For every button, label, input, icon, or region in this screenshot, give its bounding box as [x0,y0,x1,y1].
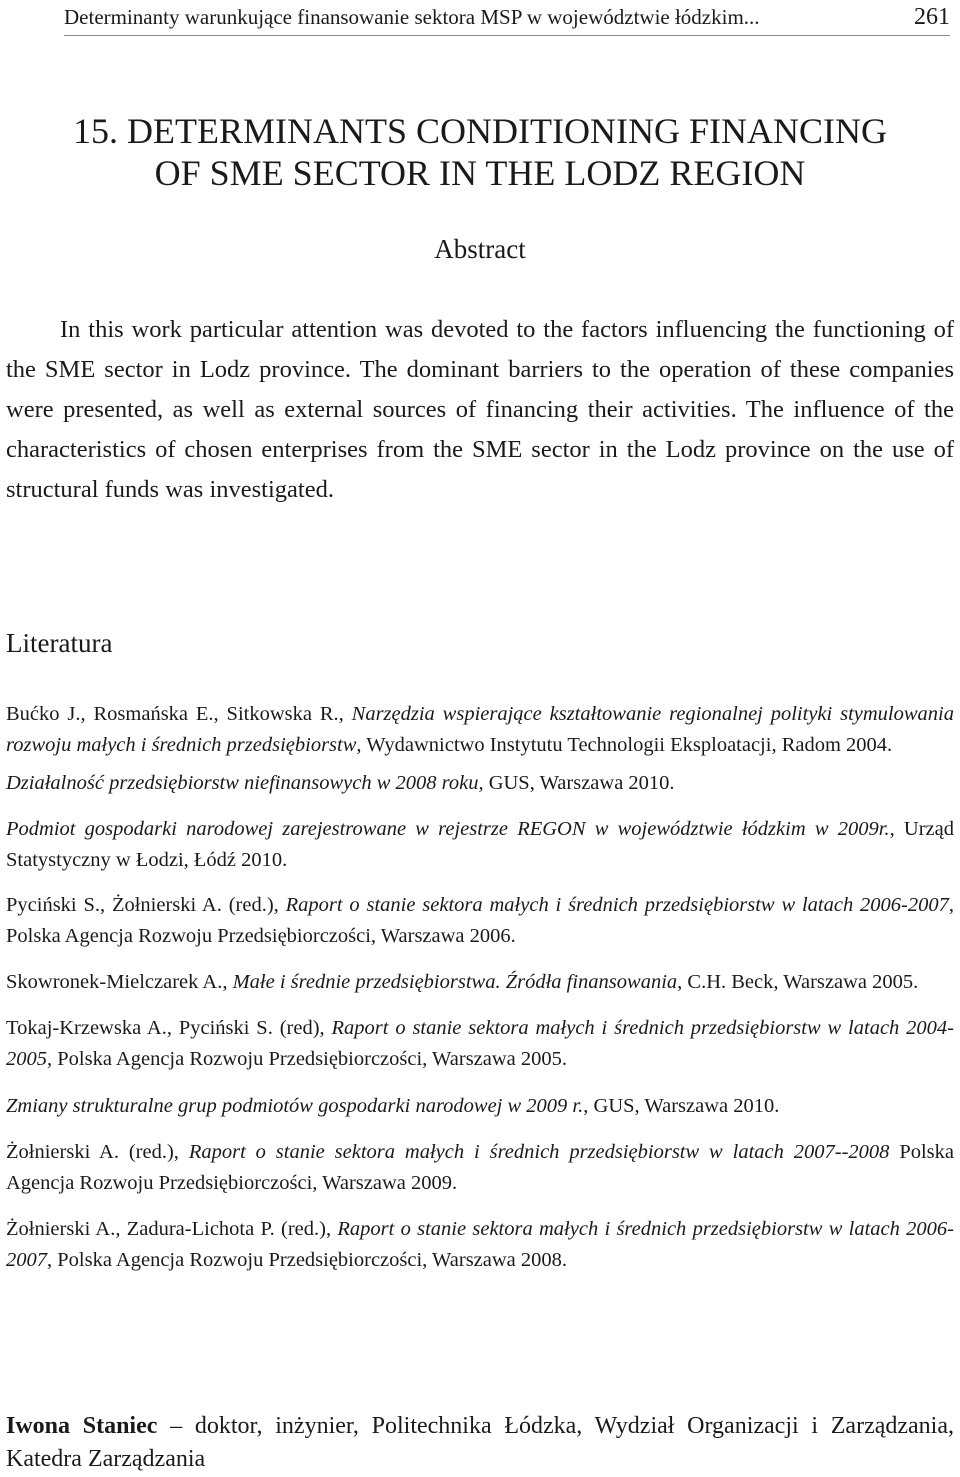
author-note [6,1410,954,1476]
author-name: Iwona Staniec [6,1413,158,1439]
reference-item [6,1137,954,1199]
reference-title: Raport o stanie sektora małych i średnich przedsiębiorstw w latach 2006-2007 [6,1218,954,1271]
reference-title: Raport o stanie sektora małych i średnich przedsiębiorstw w latach 2007--2008 [188,1141,890,1163]
reference-authors: Tokaj-Krzewska A., Pyciński S. (red), [6,1017,332,1039]
reference-publisher: , GUS, Warszawa 2010. [583,1095,780,1117]
reference-publisher: , Wydawnictwo Instytutu Technologii Eksploatacji, Radom 2004. [356,734,893,756]
chapter-title-line-2: OF SME SECTOR IN THE LODZ REGION [154,153,806,193]
author-description: – doktor, inżynier, Politechnika Łódzka, Wydział Organizacji i Zarządzania, Katedra Zarządzania [6,1413,954,1472]
reference-authors: Pyciński S., Żołnierski A. (red.), [6,894,286,916]
reference-item [6,814,954,876]
abstract-heading: Abstract [434,234,526,264]
reference-title: Podmiot gospodarki narodowej zarejestrowane w rejestrze REGON w województwie łódzkim w 2009r. [6,818,890,840]
reference-title: Działalność przedsiębiorstw niefinansowych w 2008 roku, [6,772,484,794]
reference-item [6,1214,954,1276]
reference-item [6,1013,954,1075]
page-number: 261 [914,4,950,30]
abstract-body: In this work particular attention was devoted to the factors influencing the functioning of the SME sector in Lodz province. The dominant barriers to the operation of these companies were presented, as well as external sources of financing their activities. The influence of the characteristics of chosen enterprises from the SME sector in the Lodz province on the use of structural funds was investigated. [6,316,954,503]
reference-authors: Żołnierski A., Zadura-Lichota P. (red.), [6,1218,338,1240]
reference-publisher: , Polska Agencja Rozwoju Przedsiębiorczości, Warszawa 2006. [6,894,954,947]
reference-authors: Żołnierski A. (red.), [6,1141,189,1163]
running-header [64,5,950,36]
reference-title: Zmiany strukturalne grup podmiotów gospodarki narodowej w 2009 r. [6,1095,584,1117]
reference-item [6,699,954,761]
reference-authors: Skowronek-Mielczarek A., [6,971,233,993]
reference-publisher: , Polska Agencja Rozwoju Przedsiębiorczości, Warszawa 2008. [47,1249,568,1271]
reference-item [6,1091,954,1122]
reference-publisher: , C.H. Beck, Warszawa 2005. [677,971,919,993]
reference-publisher: GUS, Warszawa 2010. [483,772,675,794]
reference-list [6,699,954,1276]
chapter-title-line-1: 15. DETERMINANTS CONDITIONING FINANCING [73,111,887,151]
reference-title: Raport o stanie sektora małych i średnich przedsiębiorstw w latach 2006-2007 [285,894,949,916]
running-title: Determinanty warunkujące finansowanie sektora MSP w województwie łódzkim... [64,5,760,29]
reference-item [6,967,954,998]
reference-item [6,890,954,952]
reference-publisher: , Polska Agencja Rozwoju Przedsiębiorczości, Warszawa 2005. [47,1048,568,1070]
reference-authors: Bućko J., Rosmańska E., Sitkowska R., [6,703,352,725]
reference-publisher: , Urząd Statystyczny w Łodzi, Łódź 2010. [6,818,954,871]
reference-title: Narzędzia wspierające kształtowanie regionalnej polityki stymulowania rozwoju małych i średnich przedsiębiorstw [6,703,954,756]
reference-item [6,768,954,799]
reference-publisher: Polska Agencja Rozwoju Przedsiębiorczości, Warszawa 2009. [6,1141,954,1194]
reference-title: Małe i średnie przedsiębiorstwa. Źródła finansowania [232,971,678,993]
chapter-title [0,110,960,194]
reference-title: Raport o stanie sektora małych i średnich przedsiębiorstw w latach 2004-2005 [6,1017,954,1070]
literature-heading: Literatura [6,628,113,658]
